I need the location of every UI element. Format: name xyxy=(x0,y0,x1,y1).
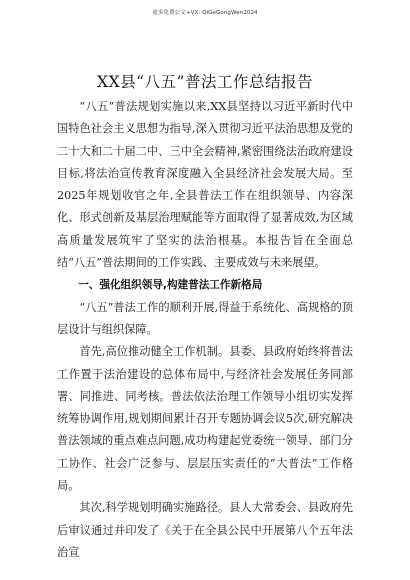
intro-paragraph: “八五”普法规划实施以来,XX县坚持以习近平新时代中国特色社会主义思想为指导,深入贯彻习近平法治思想及党的二十大和二十届二中、三中全会精神,紧密围绕法治政府建设目标,将法治宣传教育深度融入全县经济社会发展大局。至2025年规划收官之年,全县普法工作在组织领导、内容深化、形式创新及基层治理赋能等方面取得了显著成效,为区域高质量发展筑牢了坚实的法治根基。本报告旨在全面总结“八五”普法期间的工作实践、主要成效与未来展望。 xyxy=(57,100,353,270)
document-body xyxy=(57,96,353,564)
header-note: 更多免费公文+VX: QiGeGongWen2024 xyxy=(152,10,258,16)
body-paragraph-partial: 其次,科学规划明确实施路径。县人大常委会、县政府先后审议通过并印发了《关于在全县公民中开展第八个五年法治宣 xyxy=(57,501,353,559)
section-intro-paragraph: “八五”普法工作的顺利开展,得益于系统化、高规格的顶层设计与组织保障。 xyxy=(57,300,353,336)
body-paragraph: 首先,高位推动健全工作机制。县委、县政府始终将普法工作置于法治建设的总体布局中,与经济社会发展任务同部署、同推进、同考核。普法依法治理工作领导小组切实发挥统筹协调作用,规划期间累计召开专题协调会议5次,研究解决普法领域的重点难点问题,成功构建起党委统一领导、部门分工协作、社会广泛参与、层层压实责任的“大普法”工作格局。 xyxy=(57,345,353,493)
section-heading: 一、强化组织领导,构建普法工作新格局 xyxy=(78,279,263,292)
document-title: XX县“八五”普法工作总结报告 xyxy=(97,73,313,91)
